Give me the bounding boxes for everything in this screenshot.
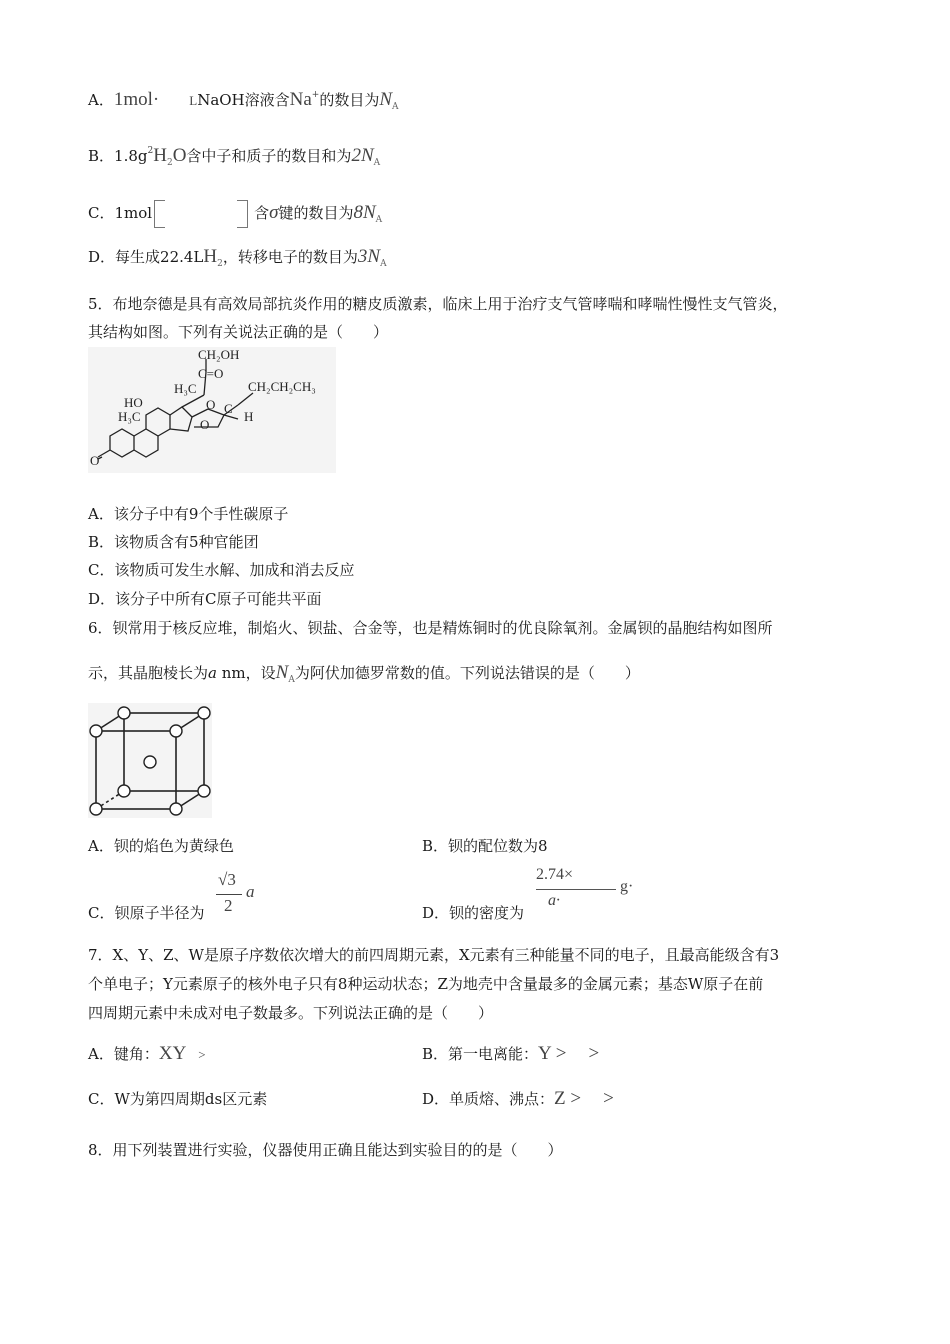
atom <box>170 725 182 737</box>
o2-label: O <box>200 417 210 432</box>
q6-option-d: D．钡的密度为 <box>422 904 525 922</box>
q7-stem-line3: 四周期元素中未成对电子数最多。下列说法正确的是（ ） <box>88 1004 494 1022</box>
q6-option-c: C．钡原子半径为 <box>88 904 205 922</box>
q4-option-d: D．每生成$22.4LH_2$，转移电子的数目为$3N_A$ <box>88 246 387 269</box>
q5-option-a: A．该分子中有9个手性碳原子 <box>88 505 289 523</box>
atom <box>90 725 102 737</box>
ring-b <box>134 429 158 457</box>
q6-option-d-formula: 2.74× a· g· <box>536 866 634 909</box>
left-bracket <box>154 200 165 228</box>
front-face <box>96 731 176 809</box>
ring-d <box>170 407 192 431</box>
q8-stem: 8．用下列装置进行实验，仪器使用正确且能达到实验目的的是（ ） <box>88 1141 563 1159</box>
q4-option-c: C．1mol 含σ键的数目为$8N_A$ <box>88 200 382 231</box>
q4-option-b: B．$1.8g^2H_2O$含中子和质子的数目和为$2N_A$ <box>88 145 381 168</box>
q5-stem-line1: 5．布地奈德是具有高效局部抗炎作用的糖皮质激素，临床上用于治疗支气管哮喘和哮喘性慢性支气管炎， <box>88 295 788 313</box>
bcc-unit-cell-figure <box>88 703 212 818</box>
o1-label: O <box>206 397 216 412</box>
ch2oh-label: CH₂OH <box>198 347 240 362</box>
ho-label: HO <box>124 395 143 410</box>
budesonide-structure-figure <box>88 347 336 473</box>
q7-option-a: A．键角：XY > <box>88 1043 206 1064</box>
q6-stem-line2: 示，其晶胞棱长为a nm，设$N_A$为阿伏加德罗常数的值。下列说法错误的是（ ） <box>88 662 640 685</box>
h3c-top-label: H₃C <box>174 381 197 396</box>
q6-stem-line1: 6．钡常用于核反应堆，制焰火、钡盐、合金等，也是精炼铜时的优良除氧剂。金属钡的晶胞结构如图所 <box>88 619 773 637</box>
atom <box>198 707 210 719</box>
q7-stem-line1: 7．X、Y、Z、W是原子序数依次增大的前四周期元素，X元素有三种能量不同的电子，且最高能级含有3 <box>88 946 780 964</box>
atom <box>118 707 130 719</box>
c-label: C <box>224 401 233 416</box>
q7-option-d: D．单质熔、沸点：Z > > <box>422 1088 614 1109</box>
q5-option-b: B．该物质含有5种官能团 <box>88 533 259 551</box>
right-bracket <box>237 200 248 228</box>
body-center-atom <box>144 756 156 768</box>
q5-option-c: C．该物质可发生水解、加成和消去反应 <box>88 561 355 579</box>
q6-option-b: B．钡的配位数为8 <box>422 837 548 855</box>
atom <box>170 803 182 815</box>
ketone-o-label: O <box>90 453 100 468</box>
q6-option-c-formula: √3 2 a <box>218 870 255 915</box>
q6-option-a: A．钡的焰色为黄绿色 <box>88 837 234 855</box>
q5-option-d: D．该分子中所有C原子可能共平面 <box>88 590 322 608</box>
h-label: H <box>244 409 254 424</box>
carbonyl-label: C=O <box>198 366 224 381</box>
q7-option-b: B．第一电离能：Y > > <box>422 1043 600 1064</box>
h3c-left-label: H₃C <box>118 409 141 424</box>
atom <box>90 803 102 815</box>
propyl-label: CH₂CH₂CH₃ <box>248 379 316 394</box>
q7-option-c: C．W为第四周期ds区元素 <box>88 1090 268 1108</box>
q5-stem-line2: 其结构如图。下列有关说法正确的是（ ） <box>88 323 389 341</box>
atom <box>198 785 210 797</box>
atom <box>118 785 130 797</box>
q7-stem-line2: 个单电子；Y元素原子的核外电子只有8种运动状态；Z为地壳中含量最多的金属元素；基态W原子在前 <box>88 975 764 993</box>
back-face <box>124 713 204 791</box>
q4-option-a: A．1mol· LNaOH溶液含Na+的数目为$N_A$ <box>88 89 399 112</box>
ring-a <box>98 429 134 457</box>
